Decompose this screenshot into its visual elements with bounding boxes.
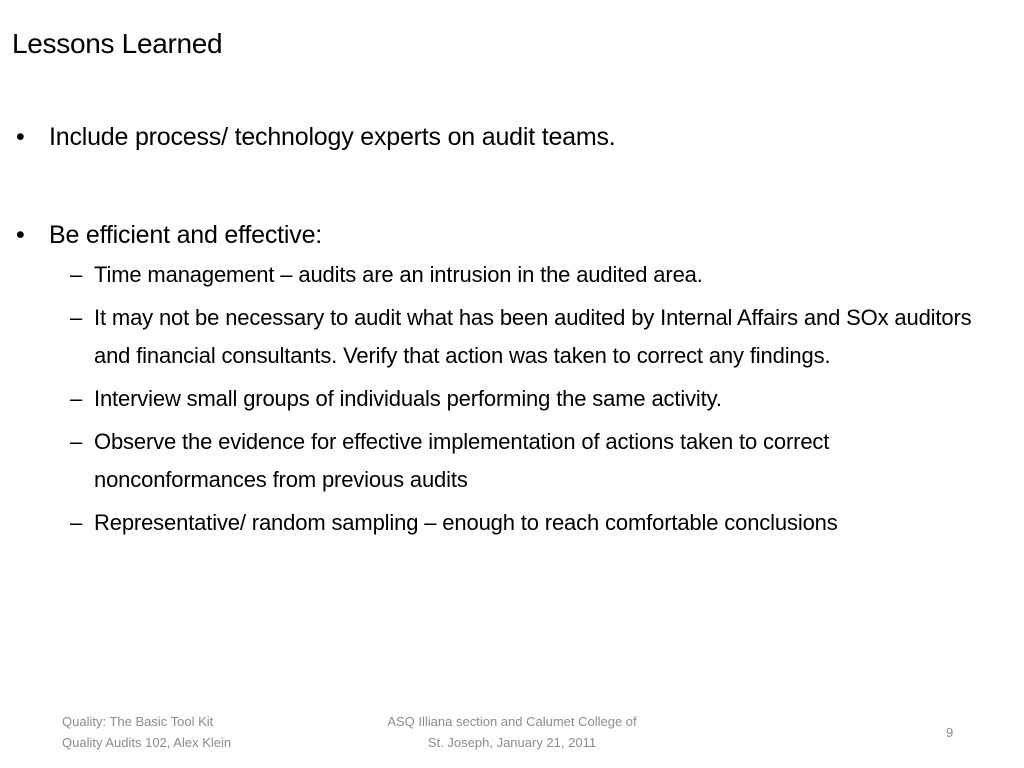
sub-bullet-text: Representative/ random sampling – enough to reach comfortable conclusions [94,510,838,535]
bullet-text: Include process/ technology experts on audit teams. [49,123,616,151]
sub-bullet-marker: – [70,386,83,411]
page-number: 9 [946,725,954,740]
sub-bullet-text: Time management – audits are an intrusion in the audited area. [94,262,703,287]
slide-content [14,120,1004,542]
bullet-marker: • [16,221,25,249]
sub-bullet-text: Observe the evidence for effective implementation of actions taken to correct nonconformances from previous audits [94,429,830,492]
sub-bullet-text: Interview small groups of individuals performing the same activity. [94,386,722,411]
sub-bullet-item [14,299,1004,375]
bullet-item [14,218,1004,252]
sub-bullet-text: It may not be necessary to audit what has been audited by Internal Affairs and SOx auditors and financial consultants. Verify that action was taken to correct any findings. [94,305,972,368]
footer-center-line1: ASQ Illiana section and Calumet College of [387,714,637,729]
footer-center-line2: St. Joseph, January 21, 2011 [427,735,597,750]
bullet-text: Be efficient and effective: [49,221,323,249]
footer-center [336,711,688,753]
bullet-marker: • [16,123,25,151]
sub-bullet-marker: – [70,305,83,330]
sub-bullet-marker: – [70,510,83,535]
sub-bullet-marker: – [70,429,83,454]
sub-bullet-item [14,380,1004,418]
sub-bullet-item [14,423,1004,499]
sub-bullet-item [14,256,1004,294]
slide-title: Lessons Learned [12,28,223,59]
footer-left-line1: Quality: The Basic Tool Kit [62,714,214,729]
footer-left [62,711,231,753]
footer-left-line2: Quality Audits 102, Alex Klein [62,735,232,750]
sub-bullet-item [14,504,1004,542]
bullet-item [14,120,1004,154]
sub-bullet-marker: – [70,262,83,287]
